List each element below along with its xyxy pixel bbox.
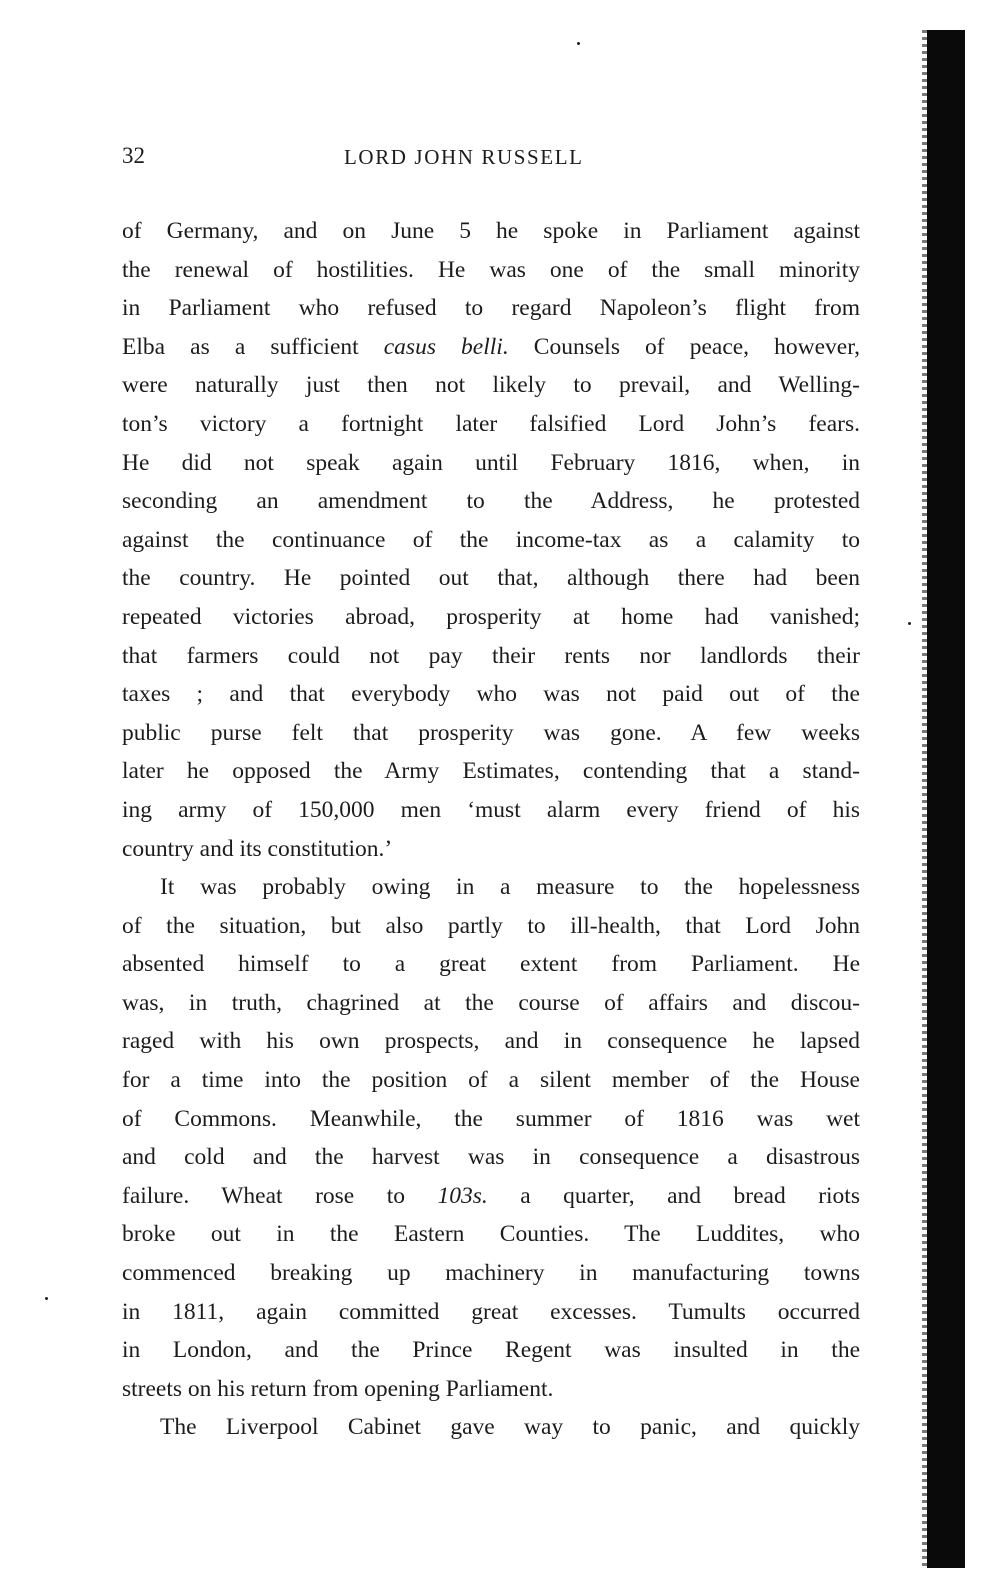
scan-speck xyxy=(577,42,580,45)
text-segment: failure. Wheat rose to xyxy=(122,1182,438,1209)
text-line: ing army of 150,000 men ‘must alarm every friend of his xyxy=(122,796,860,823)
text-line: raged with his own prospects, and in consequence he lapsed xyxy=(122,1028,860,1055)
text-line: in Parliament who refused to regard Napoleon’s flight from xyxy=(122,295,860,322)
page-number: 32 xyxy=(122,143,145,168)
text-line: against the continuance of the income-tax as a calamity to xyxy=(122,526,860,553)
text-line xyxy=(122,1177,860,1216)
scan-speck xyxy=(908,622,911,625)
text-line: in London, and the Prince Regent was insulted in the xyxy=(122,1337,860,1364)
text-line xyxy=(122,328,860,367)
text-line: were naturally just then not likely to prevail, and Welling- xyxy=(122,372,860,399)
text-segment: Counsels of peace, however, xyxy=(508,333,860,360)
body-text xyxy=(122,212,860,1447)
text-segment: Elba as a sufficient xyxy=(122,333,384,360)
text-line: broke out in the Eastern Counties. The Luddites, who xyxy=(122,1221,860,1248)
scan-speck xyxy=(45,1297,48,1300)
italic-phrase: casus belli. xyxy=(383,333,509,360)
running-title: LORD JOHN RUSSELL xyxy=(344,145,584,169)
text-line: of the situation, but also partly to ill-health, that Lord John xyxy=(122,912,860,939)
text-line: seconding an amendment to the Address, he protested xyxy=(122,488,860,515)
text-line: He did not speak again until February 1816, when, in xyxy=(122,449,860,476)
text-line: country and its constitution.’ xyxy=(122,835,393,862)
text-line: public purse felt that prosperity was gone. A few weeks xyxy=(122,719,860,746)
text-line: It was probably owing in a measure to the hopelessness xyxy=(160,874,860,901)
text-line: of Commons. Meanwhile, the summer of 1816 was wet xyxy=(122,1105,860,1132)
text-segment: a quarter, and bread riots xyxy=(487,1182,860,1209)
text-line: repeated victories abroad, prosperity at home had vanished; xyxy=(122,603,860,630)
text-line: later he opposed the Army Estimates, contending that a stand- xyxy=(122,758,860,785)
running-head xyxy=(122,143,862,173)
text-line: of Germany, and on June 5 he spoke in Parliament against xyxy=(122,218,860,244)
text-line: commenced breaking up machinery in manufacturing towns xyxy=(122,1260,860,1287)
text-line: that farmers could not pay their rents nor landlords their xyxy=(122,642,860,669)
text-line: the renewal of hostilities. He was one of the small minority xyxy=(122,256,860,283)
text-line: streets on his return from opening Parliament. xyxy=(122,1375,554,1402)
text-line: and cold and the harvest was in consequence a disastrous xyxy=(122,1144,860,1171)
text-line: taxes ; and that everybody who was not paid out of the xyxy=(122,681,860,708)
text-line: the country. He pointed out that, although there had been xyxy=(122,565,860,592)
scan-edge-bar xyxy=(927,30,965,1568)
text-line: in 1811, again committed great excesses. Tumults occurred xyxy=(122,1298,860,1325)
italic-phrase: 103s. xyxy=(437,1182,488,1209)
text-line: absented himself to a great extent from Parliament. He xyxy=(122,951,860,978)
text-line: The Liverpool Cabinet gave way to panic, and quickly xyxy=(160,1414,860,1441)
text-line: for a time into the position of a silent member of the House xyxy=(122,1067,860,1094)
text-line: ton’s victory a fortnight later falsified Lord John’s fears. xyxy=(122,410,860,437)
text-line: was, in truth, chagrined at the course of affairs and discou- xyxy=(122,989,860,1016)
